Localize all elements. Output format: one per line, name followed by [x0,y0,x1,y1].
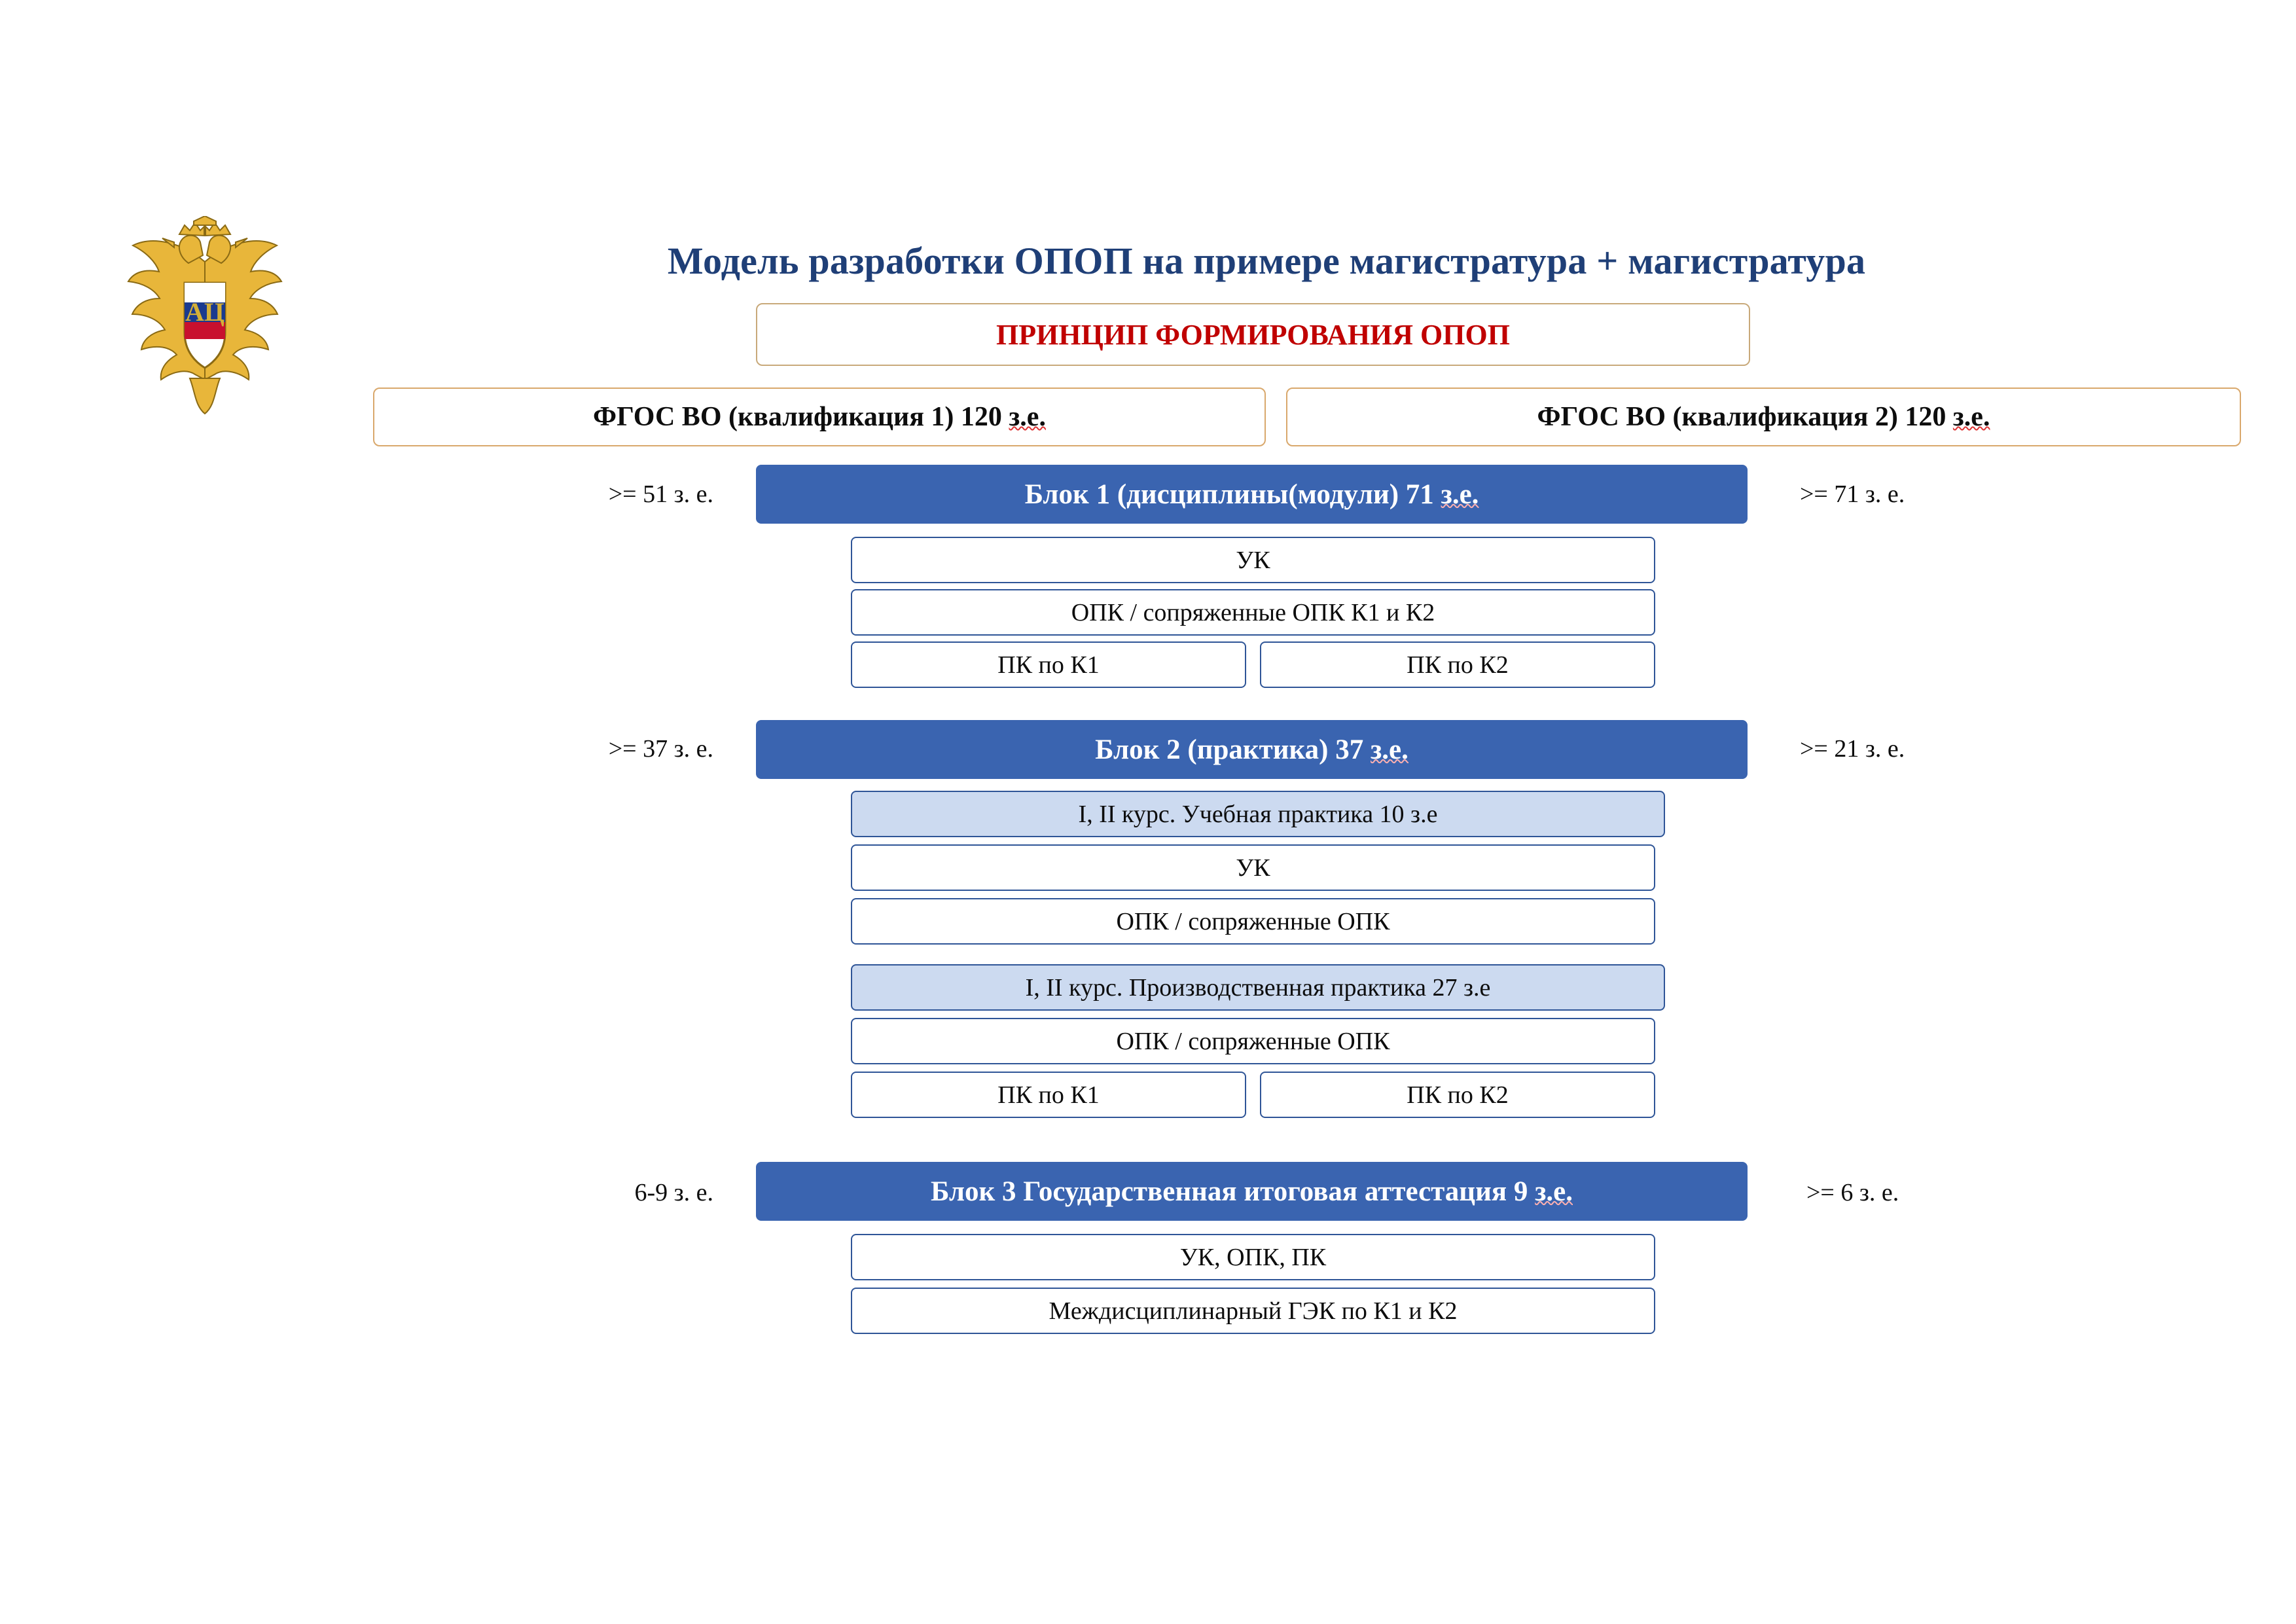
block2-header-label: Блок 2 (практика) 37 з.е. [1095,734,1408,765]
block1-left-note: >= 51 з. е. [608,480,713,508]
fgos-2-unit: з.е. [1952,402,1990,432]
block1-row-opk-label: ОПК / сопряженные ОПК К1 и К2 [1071,598,1435,626]
block3-header [756,1162,1748,1221]
block2-left-note: >= 37 з. е. [608,735,713,763]
coat-of-arms-russia-icon [117,216,293,425]
block2-row-uk-label: УК [1236,854,1270,882]
block2-row-opk-2 [851,1018,1655,1064]
svg-text:АЦ: АЦ [185,297,224,327]
block1-row-pk-k2-label: ПК по К2 [1407,651,1509,679]
block2-row-pk-k1 [851,1072,1246,1118]
block1-row-uk-label: УК [1236,546,1270,574]
block1-right-note: >= 71 з. е. [1800,480,1905,508]
block1-row-pk-k1 [851,641,1246,688]
block1-header-label: Блок 1 (дисциплины(модули) 71 з.е. [1024,478,1479,510]
principle-label: ПРИНЦИП ФОРМИРОВАНИЯ ОПОП [996,318,1510,351]
block2-row-proizvodstvennaya-praktika-label: I, II курс. Производственная практика 27 з.е [1025,973,1491,1001]
block2-row-pk-k2 [1260,1072,1655,1118]
fgos-box-qualification-1 [373,388,1266,446]
block2-row-opk-2-label: ОПК / сопряженные ОПК [1116,1027,1390,1055]
block2-right-note: >= 21 з. е. [1800,735,1905,763]
block2-row-uchebnaya-praktika-label: I, II курс. Учебная практика 10 з.е [1078,800,1438,828]
block1-row-pk-k1-label: ПК по К1 [997,651,1100,679]
fgos-1-label: ФГОС ВО (квалификация 1) 120 з.е. [593,402,1046,432]
block2-row-opk-1 [851,898,1655,945]
block2-header [756,720,1748,779]
block3-row-gek-label: Междисциплинарный ГЭК по К1 и К2 [1049,1297,1458,1325]
block3-right-note: >= 6 з. е. [1806,1179,1899,1206]
block2-row-pk-k1-label: ПК по К1 [997,1081,1100,1109]
block3-row-gek [851,1288,1655,1334]
block2-row-pk-k2-label: ПК по К2 [1407,1081,1509,1109]
block3-row-competencies [851,1234,1655,1280]
block1-row-opk [851,589,1655,636]
block2-row-opk-1-label: ОПК / сопряженные ОПК [1116,907,1390,935]
fgos-1-unit: з.е. [1009,402,1046,432]
block3-left-note: 6-9 з. е. [634,1179,713,1206]
page-title: Модель разработки ОПОП на примере магистратура + магистратура [667,240,1866,282]
block1-row-pk-k2 [1260,641,1655,688]
block3-row-competencies-label: УК, ОПК, ПК [1179,1243,1327,1271]
block3-header-label: Блок 3 Государственная итоговая аттестация 9 з.е. [930,1176,1573,1207]
block1-row-uk [851,537,1655,583]
fgos-box-qualification-2 [1286,388,2241,446]
block2-row-proizvodstvennaya-praktika [851,964,1665,1011]
block2-row-uk [851,844,1655,891]
block2-row-uchebnaya-praktika [851,791,1665,837]
fgos-2-label: ФГОС ВО (квалификация 2) 120 з.е. [1537,402,1990,432]
principle-box [756,303,1750,366]
block1-header [756,465,1748,524]
